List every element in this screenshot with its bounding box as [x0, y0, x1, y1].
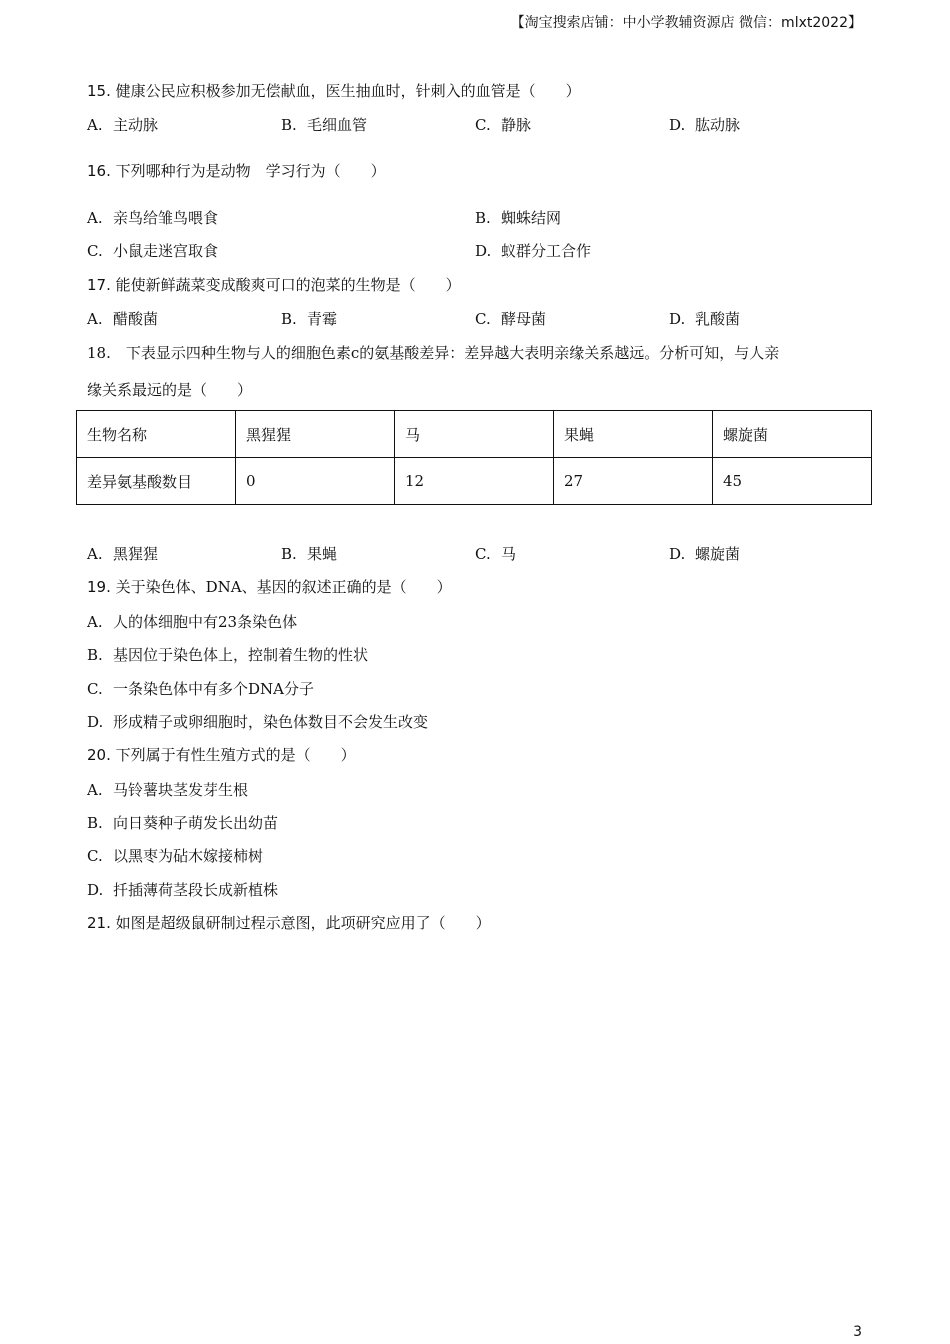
q19-option-c: [87, 679, 314, 699]
q17-option-d: [669, 309, 740, 329]
option-text: 酵母菌: [501, 310, 547, 328]
option-label: C.: [475, 545, 491, 563]
question-15-stem: [87, 81, 581, 101]
option-label: A.: [87, 209, 103, 227]
table-cell: 黑猩猩: [235, 411, 394, 458]
option-text: 亲鸟给雏鸟喂食: [113, 209, 219, 227]
option-text: 蜘蛛结网: [501, 209, 562, 227]
option-text: 基因位于染色体上，控制着生物的性状: [113, 646, 369, 664]
option-label: B.: [281, 116, 297, 134]
option-text: 小鼠走迷宫取食: [113, 242, 219, 260]
q18-option-a: [87, 544, 158, 564]
question-text: 关于染色体、DNA、基因的叙述正确的是（ ）: [110, 578, 452, 596]
question-number: 17.: [87, 276, 111, 294]
question-text: 能使新鲜蔬菜变成酸爽可口的泡菜的生物是（ ）: [110, 276, 461, 294]
option-text: 静脉: [501, 116, 532, 134]
option-text: 马铃薯块茎发芽生根: [113, 781, 249, 799]
question-18-stem-line1: 18. 下表显示四种生物与人的细胞色素c的氨基酸差异：差异越大表明亲缘关系越远。分析可知，与人亲: [87, 344, 780, 362]
option-label: A.: [87, 116, 103, 134]
option-label: B.: [87, 646, 103, 664]
option-label: A.: [87, 613, 103, 631]
option-label: C.: [475, 310, 491, 328]
option-text: 毛细血管: [307, 116, 368, 134]
option-label: D.: [669, 116, 686, 134]
option-label: C.: [87, 680, 103, 698]
q17-option-c: [475, 309, 546, 329]
question-number: 21.: [87, 914, 111, 932]
option-text: 以黑枣为砧木嫁接柿树: [113, 847, 264, 865]
table-cell: 45: [712, 458, 871, 505]
option-text: 向日葵种子萌发长出幼苗: [113, 814, 279, 832]
question-16-stem: [87, 161, 386, 181]
q16-option-a: [87, 208, 218, 228]
option-label: B.: [475, 209, 491, 227]
option-label: D.: [475, 242, 492, 260]
option-text: 肱动脉: [695, 116, 741, 134]
option-text: 醋酸菌: [113, 310, 159, 328]
question-number: 20.: [87, 746, 111, 764]
option-label: A.: [87, 781, 103, 799]
q15-option-b: [281, 115, 367, 135]
question-number: 19.: [87, 578, 111, 596]
option-label: D.: [669, 545, 686, 563]
question-text: 下列哪种行为是动物 学习行为（ ）: [110, 162, 386, 180]
question-text: 下列属于有性生殖方式的是（ ）: [110, 746, 356, 764]
option-label: A.: [87, 545, 103, 563]
option-label: C.: [87, 847, 103, 865]
option-text: 人的体细胞中有23条染色体: [113, 613, 298, 631]
question-number: 15.: [87, 82, 111, 100]
q20-option-c: [87, 846, 263, 866]
option-text: 主动脉: [113, 116, 159, 134]
option-label: C.: [475, 116, 491, 134]
q15-option-c: [475, 115, 531, 135]
q16-option-b: [475, 208, 561, 228]
question-number: 16.: [87, 162, 111, 180]
option-text: 果蝇: [307, 545, 338, 563]
q19-option-a: [87, 612, 297, 632]
q20-option-d: [87, 880, 278, 900]
q15-option-d: [669, 115, 740, 135]
option-text: 形成精子或卵细胞时，染色体数目不会发生改变: [113, 713, 429, 731]
option-label: B.: [87, 814, 103, 832]
option-text: 乳酸菌: [695, 310, 741, 328]
amino-acid-difference-table: [76, 410, 872, 505]
option-text: 马: [501, 545, 517, 563]
option-label: B.: [281, 545, 297, 563]
option-label: A.: [87, 310, 103, 328]
option-text: 蚁群分工合作: [501, 242, 592, 260]
table-cell: 12: [394, 458, 553, 505]
option-label: D.: [669, 310, 686, 328]
table-cell: 27: [553, 458, 712, 505]
table-row: [77, 411, 872, 458]
question-20-stem: [87, 745, 356, 765]
option-label: C.: [87, 242, 103, 260]
q19-option-d: [87, 712, 428, 732]
question-21-stem: [87, 913, 491, 933]
q16-option-d: [475, 241, 591, 261]
q20-option-b: [87, 813, 278, 833]
question-text: 如图是超级鼠研制过程示意图，此项研究应用了（ ）: [110, 914, 491, 932]
table-cell: 0: [235, 458, 394, 505]
q19-option-b: [87, 645, 368, 665]
question-17-stem: [87, 275, 461, 295]
table-cell: 果蝇: [553, 411, 712, 458]
table-cell: 马: [394, 411, 553, 458]
table-cell: 差异氨基酸数目: [77, 458, 236, 505]
q18-option-b: [281, 544, 337, 564]
q18-option-c: [475, 544, 516, 564]
question-18-stem-line2: 缘关系最远的是（ ）: [87, 381, 253, 399]
question-text: 健康公民应积极参加无偿献血，医生抽血时，针刺入的血管是（ ）: [110, 82, 581, 100]
table-cell: 生物名称: [77, 411, 236, 458]
option-text: 黑猩猩: [113, 545, 159, 563]
table-cell: 螺旋菌: [712, 411, 871, 458]
q16-option-c: [87, 241, 218, 261]
table-row: [77, 458, 872, 505]
option-label: D.: [87, 881, 104, 899]
question-19-stem: [87, 577, 452, 597]
q20-option-a: [87, 780, 248, 800]
option-text: 螺旋菌: [695, 545, 741, 563]
option-text: 一条染色体中有多个DNA分子: [113, 680, 314, 698]
q18-option-d: [669, 544, 740, 564]
option-label: D.: [87, 713, 104, 731]
option-text: 青霉: [307, 310, 338, 328]
page-number: 3: [853, 1324, 862, 1340]
header-note: 【淘宝搜索店铺：中小学教辅资源店 微信：mlxt2022】: [510, 15, 862, 31]
option-text: 扦插薄荷茎段长成新植株: [113, 881, 279, 899]
option-label: B.: [281, 310, 297, 328]
q15-option-a: [87, 115, 158, 135]
q17-option-a: [87, 309, 158, 329]
q17-option-b: [281, 309, 337, 329]
